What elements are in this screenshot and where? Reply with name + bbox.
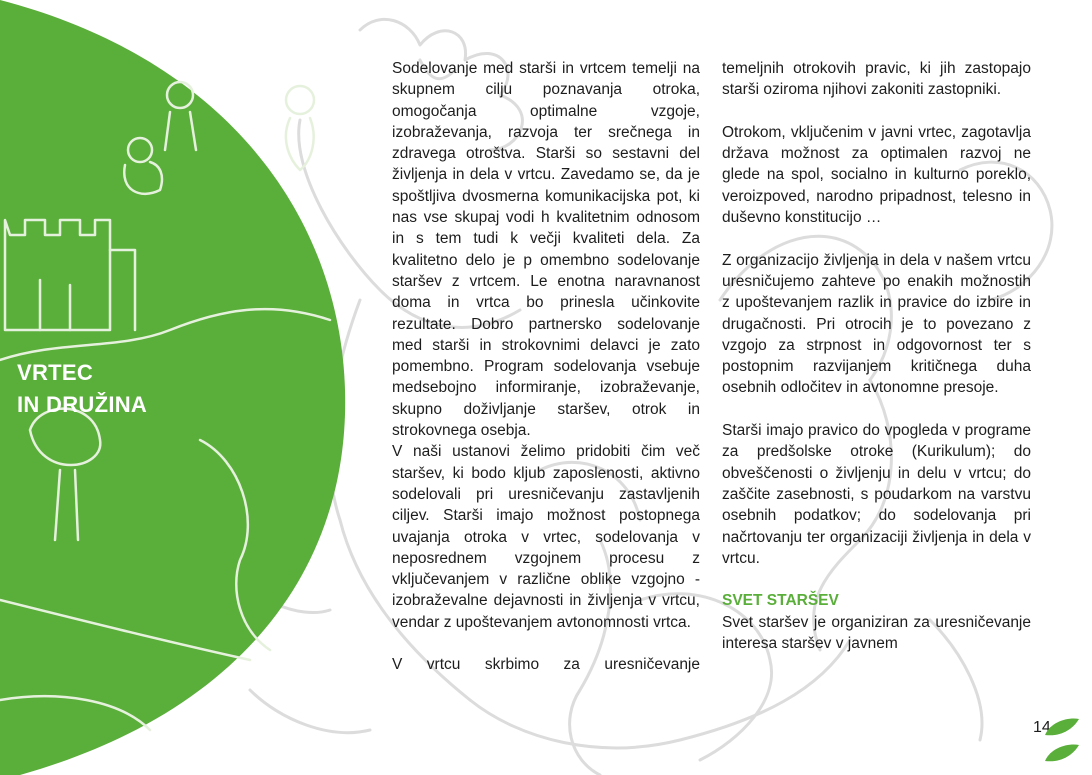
right-paragraph-3: Z organizacijo življenja in dela v našem vrtcu uresničujemo zahteve po enakih možnostih z upoštevanjem razlik in pravice do izbire in drugačnosti. Pri otrocih je to povezano z vzgojo za strpnost in odgovornost ter s postopnim razvijanjem kritičnega duha osebnih odločitev in avtonomne presoje. bbox=[722, 251, 1031, 397]
section-title bbox=[17, 357, 147, 421]
page-number: 14 bbox=[1033, 719, 1051, 736]
left-paragraph-3: V vrtcu skrbimo za uresničevanje bbox=[392, 656, 700, 674]
green-leaf-icon bbox=[1041, 713, 1081, 768]
svet-starsev-heading: SVET STARŠEV bbox=[722, 592, 839, 610]
right-paragraph-4: Starši imajo pravico do vpogleda v programe za predšolske otroke (Kurikulum); do obveščenosti o življenju in delu v vrtcu; do zaščite zasebnosti, s poudarkom na varstvu osebnih podatkov; do sodelovanja pri načrtovanju ter organizaciji življenja in dela v vrtcu. bbox=[722, 422, 1031, 567]
left-paragraph-2: V naši ustanovi želimo pridobiti čim več staršev, ki bodo kljub zaposlenosti, aktivno sodelovali pri uresničevanju zastavljenih ciljev. Starši imajo možnost postopnega uvajanja otroka v vrtec, sodelovanja v neposrednem vzgojnem procesu z vključevanjem v različne oblike vzgojno - izobraževalne dejavnosti in življenja v vrtcu, vendar z upoštevanjem avtonomnosti vrtca. bbox=[392, 443, 700, 631]
section-title-line1: VRTEC bbox=[17, 360, 94, 385]
left-text-column bbox=[392, 58, 700, 676]
right-paragraph-5: Svet staršev je organiziran za uresničevanje interesa staršev v javnem bbox=[722, 613, 1031, 653]
section-title-line2: IN DRUŽINA bbox=[17, 392, 148, 417]
right-text-column bbox=[722, 58, 1031, 654]
right-paragraph-2: Otrokom, vključenim v javni vrtec, zagotavlja država možnost za optimalen razvoj ne glede na spol, socialno in kulturno poreklo, veroizpoved, narodno pripadnost, telesno in duševno konstitucijo … bbox=[722, 123, 1031, 227]
left-paragraph-1: Sodelovanje med starši in vrtcem temelji na skupnem cilju poznavanja otroka, omogočanja optimalne vzgoje, izobraževanja, razvoja ter srečnega in zdravega otroštva. Starši so sestavni del življenja in dela v vrtcu. Zavedamo se, da je spoštljiva dvosmerna komunikacijska pot, ki nas vse skupaj vodi h kvalitetnim odnosom in s tem tudi k večji kvaliteti dela. Za kvalitetno delo je p omembno sodelovanje staršev z vrtcem. Le enotna naravnanost doma in vrtca bo prinesla učinkovite rezultate. Dobro partnersko sodelovanje med starši in strokovnimi delavci je zato pomembno. Program sodelovanja vsebuje medsebojno informiranje, izobraževanje, skupno doživljanje staršev, otrok in strokovnega osebja. bbox=[392, 60, 700, 440]
right-paragraph-1: temeljnih otrokovih pravic, ki jih zastopajo starši oziroma njihovi zakoniti zastopniki. bbox=[722, 60, 1031, 99]
